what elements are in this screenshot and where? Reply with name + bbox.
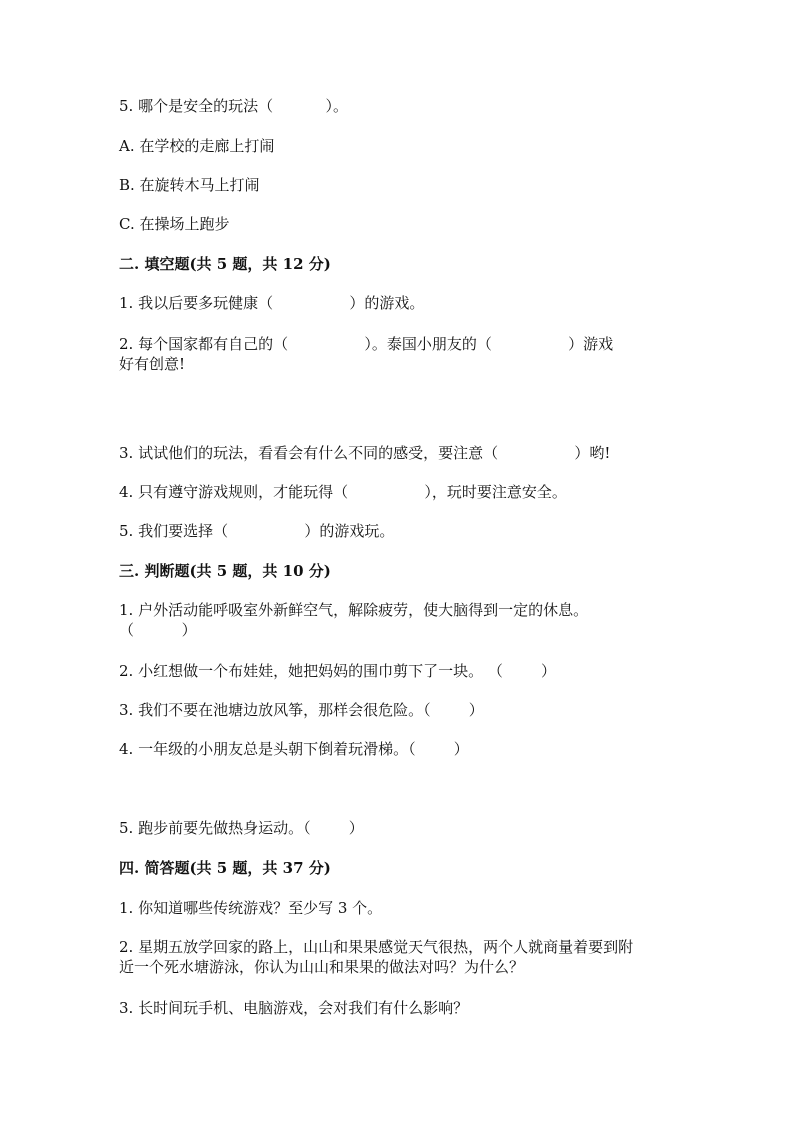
tf-question-4: 4. 一年级的小朋友总是头朝下倒着玩滑梯。（ ）: [119, 740, 469, 758]
tf-question-3: 3. 我们不要在池塘边放风筝，那样会很危险。（ ）: [119, 701, 484, 719]
tf-question-5: 5. 跑步前要先做热身运动。（ ）: [119, 819, 364, 837]
choice-option-a: A. 在学校的走廊上打闹: [119, 137, 275, 155]
fill-question-1: 1. 我以后要多玩健康（ ）的游戏。: [119, 294, 425, 312]
section-heading-true-false: 三. 判断题(共 5 题，共 10 分): [119, 562, 331, 580]
short-question-2-line-2: 近一个死水塘游泳，你认为山山和果果的做法对吗？为什么？: [119, 958, 525, 976]
short-question-3: 3. 长时间玩手机、电脑游戏，会对我们有什么影响？: [119, 999, 469, 1017]
tf-question-2: 2. 小红想做一个布娃娃，她把妈妈的围巾剪下了一块。 （ ）: [119, 662, 556, 680]
tf-question-1-line-1: 1. 户外活动能呼吸室外新鲜空气，解除疲劳，使大脑得到一定的休息。: [119, 601, 589, 619]
fill-question-2-line-1: 2. 每个国家都有自己的（ ）。泰国小朋友的（ ）游戏: [119, 335, 614, 353]
short-question-1: 1. 你知道哪些传统游戏？至少写 3 个。: [119, 899, 383, 917]
fill-question-2-line-2: 好有创意!: [119, 355, 186, 373]
fill-question-4: 4. 只有遵守游戏规则，才能玩得（ ），玩时要注意安全。: [119, 483, 567, 501]
tf-question-1-line-2: （ ）: [119, 621, 197, 639]
choice-question-5: 5. 哪个是安全的玩法（ ）。: [119, 97, 349, 115]
fill-question-5: 5. 我们要选择（ ）的游戏玩。: [119, 522, 395, 540]
section-heading-fill-blank: 二. 填空题(共 5 题，共 12 分): [119, 255, 331, 273]
choice-option-b: B. 在旋转木马上打闹: [119, 176, 260, 194]
short-question-2-line-1: 2. 星期五放学回家的路上，山山和果果感觉天气很热，两个人就商量着要到附: [119, 938, 634, 956]
choice-option-c: C. 在操场上跑步: [119, 215, 230, 233]
fill-question-3: 3. 试试他们的玩法，看看会有什么不同的感受，要注意（ ）哟!: [119, 444, 611, 462]
section-heading-short-answer: 四. 简答题(共 5 题，共 37 分): [119, 859, 331, 877]
